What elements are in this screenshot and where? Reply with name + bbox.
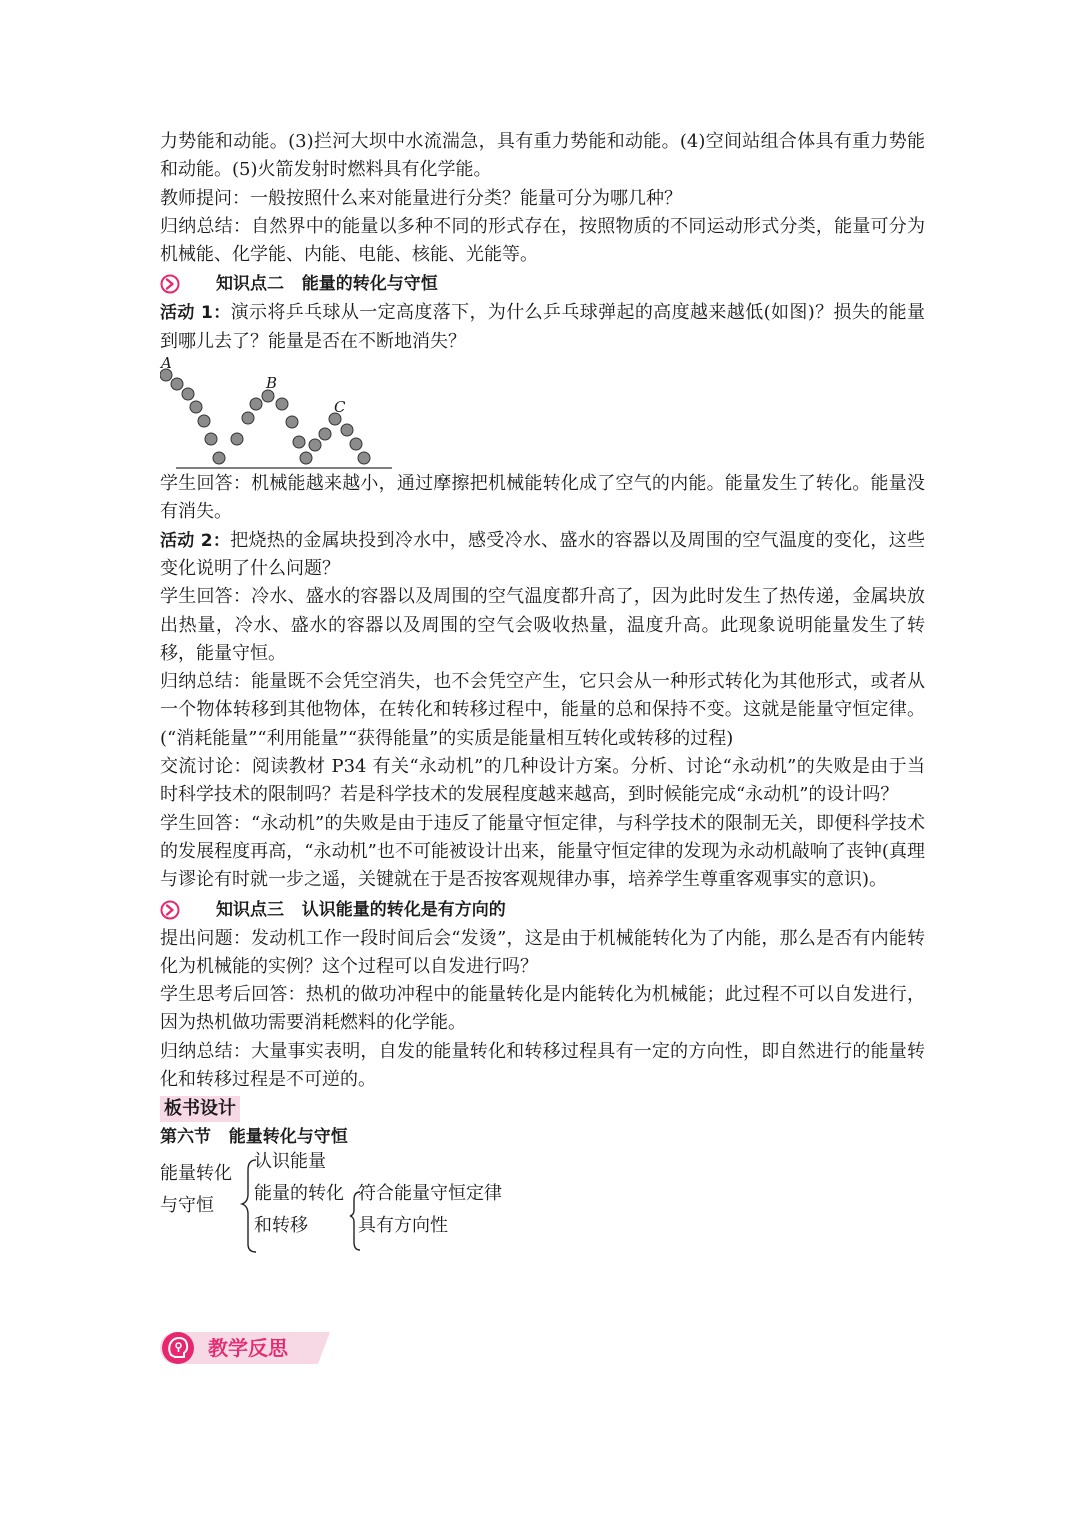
- ball: [276, 398, 288, 410]
- outline-branch-2-line2: 和转移: [254, 1215, 308, 1237]
- ball: [171, 378, 183, 390]
- ball: [242, 412, 254, 424]
- ball: [300, 452, 312, 464]
- summary: 归纳总结：自然界中的能量以多种不同的形式存在，按照物质的不同运动形式分类，能量可分为机械能、化学能、内能、电能、核能、光能等。: [160, 215, 925, 266]
- teaching-reflection-banner: [158, 1330, 330, 1366]
- paragraph: 力势能和动能。(3)拦河大坝中水流湍急，具有重力势能和动能。(4)空间站组合体具有重力势能和动能。(5)火箭发射时燃料具有化学能。: [160, 131, 925, 181]
- outline-branch-1: 认识能量: [254, 1151, 326, 1173]
- ball: [309, 439, 321, 451]
- ball: [319, 428, 331, 440]
- board-design-tag: 板书设计: [160, 1096, 240, 1122]
- summary: 归纳总结：大量事实表明，自发的能量转化和转移过程具有一定的方向性，即自然进行的能量转化和转移过程是不可逆的。: [160, 1040, 925, 1091]
- board-title: 第六节 能量转化与守恒: [160, 1127, 348, 1148]
- ball: [231, 433, 243, 445]
- bouncing-ball-diagram: [160, 358, 400, 470]
- outline-root-line1: 能量转化: [160, 1163, 232, 1185]
- outline-leaf-1: 符合能量守恒定律: [358, 1183, 502, 1205]
- ball: [286, 416, 298, 428]
- ball: [213, 452, 225, 464]
- ball: [190, 401, 202, 413]
- question: 提出问题：发动机工作一段时间后会“发烫”，这是由于机械能转化为了内能，那么是否有内能转化为机械能的实例？这个过程可以自发进行吗？: [160, 927, 925, 977]
- activity-label: 活动 1：: [160, 303, 231, 324]
- ball: [358, 452, 370, 464]
- student-answer: 学生回答：冷水、盛水的容器以及周围的空气温度都升高了，因为此时发生了热传递，金属块放出热量，冷水、盛水的容器以及周围的空气会吸收热量，温度升高。此现象说明能量发生了转移，能量守恒。: [160, 586, 925, 664]
- section-heading: [160, 895, 925, 925]
- student-answer: 学生回答：机械能越来越小，通过摩擦把机械能转化成了空气的内能。能量发生了转化。能量没有消失。: [160, 473, 925, 523]
- discussion: 交流讨论：阅读教材 P34 有关“永动机”的几种设计方案。分析、讨论“永动机”的失败是由于当时科学技术的限制吗？若是科学技术的发展程度越来越高，到时候能完成“永动机”的设计吗？: [160, 756, 925, 806]
- outline-root-line2: 与守恒: [160, 1195, 214, 1217]
- ball: [250, 398, 262, 410]
- ball: [350, 438, 362, 450]
- teacher-question: 教师提问：一般按照什么来对能量进行分类？能量可分为哪几种？: [160, 187, 682, 209]
- board-outline: [160, 1152, 925, 1264]
- student-answer: 学生回答：“永动机”的失败是由于违反了能量守恒定律，与科学技术的限制无关，即便科学技术的发展程度再高，“永动机”也不可能被设计出来，能量守恒定律的发现为永动机敲响了丧钟(真理与谬论有时就一步之遥，关键就在于是否按客观规律办事，培养学生尊重客观事实的意识)。: [160, 812, 925, 891]
- activity-2: [160, 527, 925, 584]
- ball: [341, 424, 353, 436]
- ball: [182, 388, 194, 400]
- activity-text: 演示将乒乓球从一定高度落下，为什么乒乓球弹起的高度越来越低(如图)？损失的能量到哪儿去了？能量是否在不断地消失？: [160, 302, 926, 352]
- chevron-right-icon: [160, 900, 180, 920]
- activity-text: 把烧热的金属块投到冷水中，感受冷水、盛水的容器以及周围的空气温度的变化，这些变化说明了什么问题？: [160, 529, 926, 579]
- summary: 归纳总结：能量既不会凭空消失，也不会凭空产生，它只会从一种形式转化为其他形式，或者从一个物体转移到其他物体，在转化和转移过程中，能量的总和保持不变。这就是能量守恒定律。(“消耗能量”“利用能量”“获得能量”的实质是能量相互转化或转移的过程): [160, 671, 925, 749]
- student-answer: 学生思考后回答：热机的做功冲程中的能量转化是内能转化为机械能；此过程不可以自发进行，因为热机做功需要消耗燃料的化学能。: [160, 984, 925, 1034]
- reflection-title: 教学反思: [208, 1336, 288, 1360]
- ball: [205, 433, 217, 445]
- label-a: A: [161, 354, 172, 373]
- outline-branch-2-line1: 能量的转化: [254, 1183, 344, 1205]
- ball: [198, 415, 210, 427]
- page-content: [160, 128, 925, 1264]
- heading-title: 知识点二 能量的转化与守恒: [216, 274, 438, 295]
- chevron-right-icon: [160, 274, 180, 294]
- label-c: C: [334, 398, 346, 417]
- bouncing-ball-figure: [160, 354, 400, 470]
- heading-title: 知识点三 认识能量的转化是有方向的: [216, 899, 506, 920]
- activity-label: 活动 2：: [160, 530, 231, 551]
- label-b: B: [266, 374, 278, 393]
- section-heading: [160, 269, 925, 299]
- activity-1: [160, 299, 925, 356]
- outline-leaf-2: 具有方向性: [358, 1215, 448, 1237]
- ball: [293, 436, 305, 448]
